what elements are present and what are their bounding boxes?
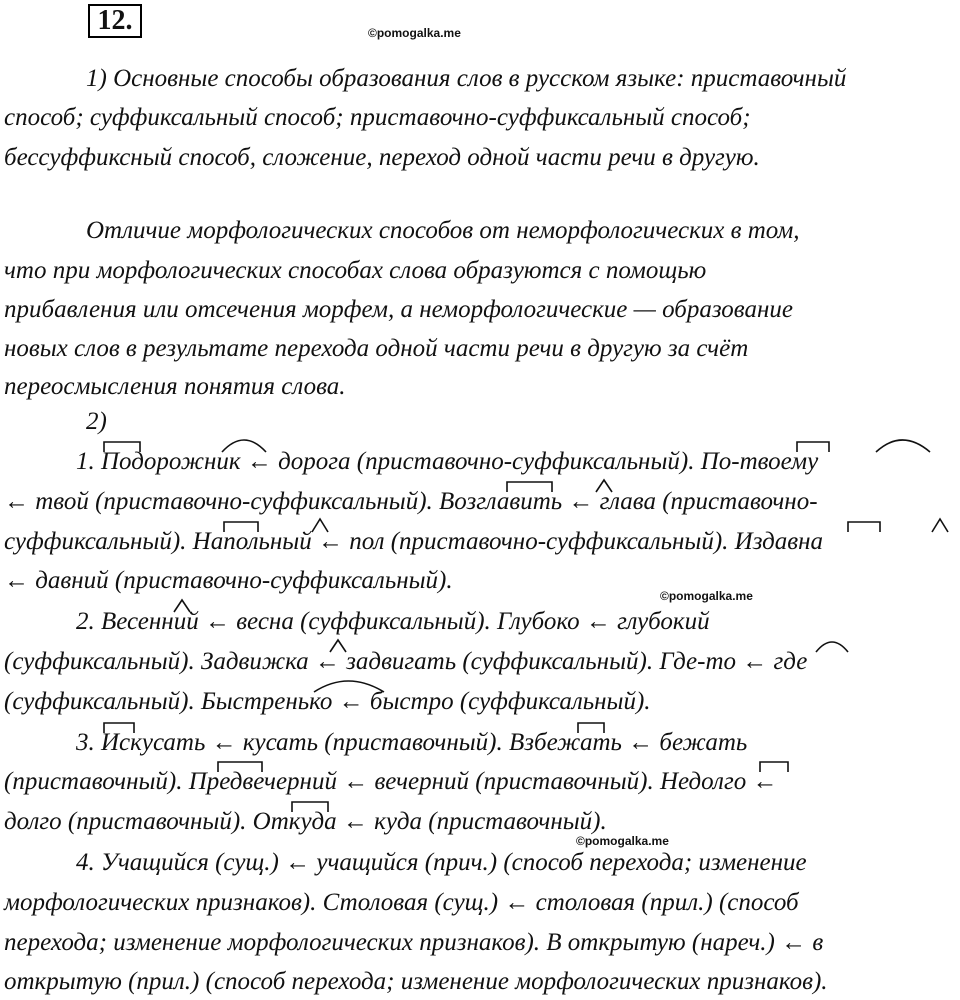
prefix-mark [507, 482, 552, 492]
text-line: (суффиксальный). Быстренько ← быстро (суффиксальный). [4, 688, 651, 715]
text-line: перехода; изменение морфологических признаков). В открытую (нареч.) ← в [4, 929, 824, 956]
text-line: 1. Подорожник ← дорога (приставочно-суффиксальный). По-твоему [76, 448, 819, 475]
suffix-caret [330, 640, 346, 652]
text-line: переосмысления понятия слова. [4, 373, 346, 400]
text-line: суффиксальный). Напольный ← пол (приставочно-суффиксальный). Издавна [4, 528, 824, 555]
text-line: 1) Основные способы образования слов в русском языке: приставочный [86, 65, 847, 92]
watermark: ©pomogalka.me [660, 589, 753, 603]
text-line: Отличие морфологических способов от неморфологических в том, [86, 217, 800, 244]
prefix-mark [848, 522, 880, 532]
prefix-mark [292, 802, 328, 812]
text-line: что при морфологических способах слова образуются с помощью [4, 257, 707, 284]
prefix-mark [760, 762, 788, 772]
suffix-arc [222, 440, 266, 452]
text-line: 2. Весенний ← весна (суффиксальный). Глубоко ← глубокий [76, 608, 710, 635]
text-line: (приставочный). Предвечерний ← вечерний (приставочный). Недолго ← [4, 768, 778, 795]
suffix-caret [596, 480, 612, 492]
task-number: 12. [88, 4, 142, 38]
text-line: 2) [86, 408, 107, 435]
text-line: морфологических признаков). Столовая (сущ.) ← столовая (прил.) (способ [4, 889, 799, 916]
text-line: способ; суффиксальный способ; приставочно-суффиксальный способ; [4, 104, 751, 131]
text-line: долго (приставочный). Откуда ← куда (приставочный). [4, 808, 607, 835]
prefix-mark [104, 442, 140, 452]
suffix-caret [174, 600, 190, 612]
text-line: 4. Учащийся (сущ.) ← учащийся (прич.) (способ перехода; изменение [76, 849, 807, 876]
prefix-mark [578, 723, 604, 733]
text-line: ← твой (приставочно-суффиксальный). Возглавить ← глава (приставочно- [4, 488, 818, 515]
suffix-caret [932, 519, 948, 532]
text-line: открытую (прил.) (способ перехода; изменение морфологических признаков). [4, 968, 828, 995]
watermark: ©pomogalka.me [368, 26, 461, 40]
prefix-mark [218, 762, 262, 772]
suffix-caret [312, 519, 328, 532]
prefix-mark [104, 723, 134, 733]
text-line: бессуффиксный способ, сложение, переход одной части речи в другую. [4, 144, 760, 171]
text-line: новых слов в результате перехода одной части речи в другую за счёт [4, 335, 749, 362]
suffix-arc [876, 440, 930, 452]
watermark: ©pomogalka.me [576, 834, 669, 848]
text-line: ← давний (приставочно-суффиксальный). [4, 567, 453, 594]
text-line: (суффиксальный). Задвижка ← задвигать (суффиксальный). Где-то ← где [4, 648, 808, 675]
suffix-arc [816, 642, 848, 652]
prefix-mark [224, 522, 258, 532]
prefix-mark [797, 442, 829, 452]
suffix-arc [314, 681, 384, 692]
text-line: прибавления или отсечения морфем, а неморфологические — образование [4, 296, 793, 323]
text-line: 3. Искусать ← кусать (приставочный). Взбежать ← бежать [76, 729, 748, 756]
